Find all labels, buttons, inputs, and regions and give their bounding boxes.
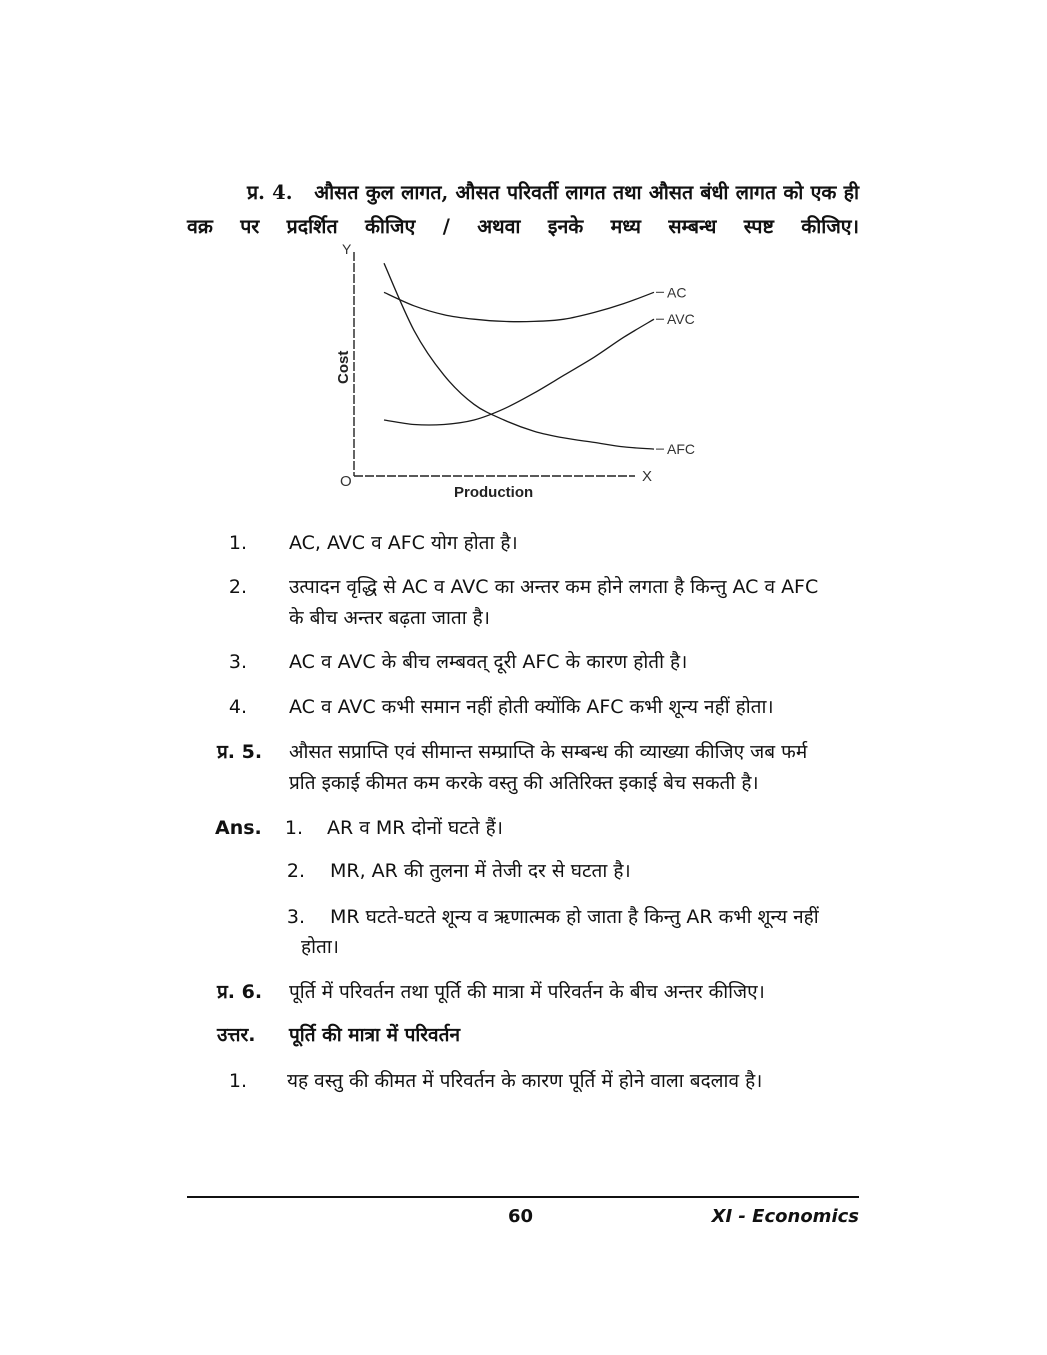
answer-6 (187, 1020, 859, 1050)
answer-6-label: उत्तर. (217, 1024, 256, 1046)
item-number: 1. (228, 1070, 247, 1092)
axis-x-mark: X (642, 468, 653, 485)
list-item (187, 528, 859, 558)
list-item (187, 902, 859, 962)
question-4 (187, 176, 859, 244)
question-6-label: प्र. 6. (217, 981, 263, 1003)
y-axis-label: Cost (335, 350, 352, 384)
question-4-text: औसत कुल लागत, औसत परिवर्ती लागत तथा औसत बंधी लागत को एक ही वक्र पर प्रदर्शित कीजिए / अथवा इनके मध्य सम्बन्ध स्पष्ट कीजिए। (187, 181, 859, 238)
series-label-avc: AVC (667, 311, 695, 328)
item-number: 3. (286, 906, 305, 928)
item-number: 1. (284, 817, 303, 839)
answer-5 (187, 813, 859, 843)
question-5 (187, 737, 859, 797)
item-text: यह वस्तु की कीमत में परिवर्तन के कारण पूर्ति में होने वाला बदलाव है। (287, 1070, 763, 1092)
item-number: 4. (228, 696, 247, 718)
list-item (187, 692, 859, 722)
question-5-line2: प्रति इकाई कीमत कम करके वस्तु की अतिरिक्त इकाई बेच सकती है। (289, 772, 759, 794)
question-6-text: पूर्ति में परिवर्तन तथा पूर्ति की मात्रा में परिवर्तन के बीच अन्तर कीजिए। (289, 981, 765, 1003)
series-label-afc: AFC (667, 441, 695, 458)
item-text: AR व MR दोनों घटते हैं। (327, 817, 503, 839)
item-number: 3. (228, 651, 247, 673)
question-4-label: प्र. 4. (247, 181, 293, 204)
footer-rule (187, 1196, 859, 1198)
question-6 (187, 977, 859, 1007)
series-line-afc (384, 263, 654, 449)
answer-5-label: Ans. (215, 817, 262, 839)
series-line-ac (384, 292, 654, 321)
item-text: AC व AVC के बीच लम्बवत् दूरी AFC के कारण होती है। (289, 651, 688, 673)
item-text: MR घटते-घटते शून्य व ऋणात्मक हो जाता है किन्तु AR कभी शून्य नहीं (330, 906, 819, 928)
item-text-line2: होता। (301, 936, 339, 958)
item-number: 2. (228, 576, 247, 598)
list-item (187, 1066, 859, 1096)
list-item (187, 572, 859, 632)
list-item (187, 647, 859, 677)
item-text: उत्पादन वृद्धि से AC व AVC का अन्तर कम होने लगता है किन्तु AC व AFC (289, 576, 819, 598)
page-number: 60 (508, 1206, 534, 1227)
series-line-avc (384, 319, 654, 425)
item-number: 1. (228, 532, 247, 554)
item-number: 2. (286, 860, 305, 882)
question-5-line1: औसत सप्राप्ति एवं सीमान्त सम्प्राप्ति के सम्बन्ध की व्याख्या कीजिए जब फर्म (289, 741, 808, 763)
answer-6-heading: पूर्ति की मात्रा में परिवर्तन (289, 1024, 460, 1046)
question-5-label: प्र. 5. (217, 741, 263, 763)
item-text: AC, AVC व AFC योग होता है। (289, 532, 518, 554)
x-axis-label: Production (454, 484, 534, 501)
list-item (187, 856, 859, 886)
series-label-ac: AC (667, 284, 687, 301)
item-text: MR, AR की तुलना में तेजी दर से घटता है। (330, 860, 631, 882)
axis-origin-mark: O (340, 473, 352, 490)
book-title: XI - Economics (711, 1206, 859, 1227)
item-text-line2: के बीच अन्तर बढ़ता जाता है। (289, 607, 490, 629)
item-text: AC व AVC कभी समान नहीं होती क्योंकि AFC कभी शून्य नहीं होता। (289, 696, 774, 718)
axis-y-mark: Y (342, 241, 352, 257)
cost-curves-chart (330, 238, 730, 508)
